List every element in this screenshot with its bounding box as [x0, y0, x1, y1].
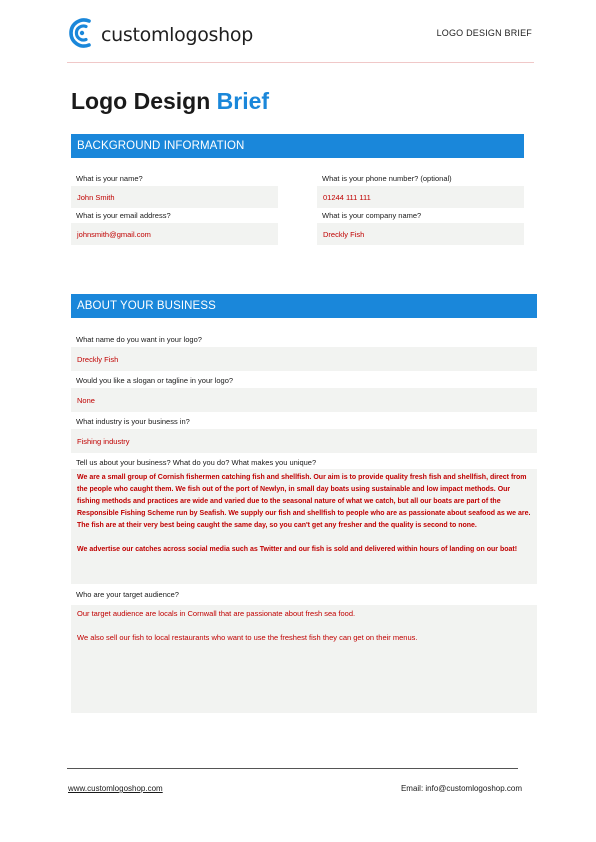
answer-email[interactable]: johnsmith@gmail.com [71, 223, 278, 245]
page-title [71, 88, 269, 115]
answer-about[interactable] [71, 469, 537, 584]
footer-email: Email: info@customlogoshop.com [400, 784, 522, 793]
question-logo-name: What name do you want in your logo? [76, 335, 202, 344]
question-industry: What industry is your business in? [76, 417, 190, 426]
title-accent: Brief [216, 88, 270, 114]
logo-mark-icon [67, 16, 97, 55]
question-audience: Who are your target audience? [76, 590, 179, 599]
question-email: What is your email address? [76, 211, 171, 220]
question-company: What is your company name? [322, 211, 422, 220]
title-main: Logo Design [71, 88, 211, 114]
answer-phone[interactable]: 01244 111 111 [317, 186, 524, 208]
section-header-business: ABOUT YOUR BUSINESS [71, 294, 537, 318]
question-about: Tell us about your business? What do you do? What makes you unique? [76, 458, 317, 467]
document-label: LOGO DESIGN BRIEF [436, 28, 532, 38]
answer-industry[interactable]: Fishing industry [71, 429, 537, 453]
answer-about-paragraph-1: We are a small group of Cornish fishermen catching fish and shellfish. Our aim is to provide quality fresh fish and shellfish, direct from the people who caught them. We fish out of the port of Newlyn, in small day boats using sustainable and low impact methods. Our fishing methods and practices are wide and varied due to the seasonal nature of what we catch, but all our boats are part of the Responsible Fishing Scheme run by Seafish. We supply our fish and shellfish to people who are as passionate about seafood as we are. The fish are at their very best being caught the same day, so you can't get any fresher and the quality is second to none. [77, 474, 531, 529]
answer-logo-name[interactable]: Dreckly Fish [71, 347, 537, 371]
brand-logo [67, 18, 253, 52]
answer-audience-paragraph-1: Our target audience are locals in Cornwall that are passionate about fresh sea food. [77, 609, 356, 618]
footer-website-link[interactable]: www.customlogoshop.com [68, 784, 163, 793]
brand-name: customlogoshop [101, 24, 253, 46]
footer-divider [67, 768, 518, 769]
answer-about-paragraph-2: We advertise our catches across social media such as Twitter and our fish is sold and delivered within hours of landing on our boat! [77, 546, 518, 553]
answer-slogan[interactable]: None [71, 388, 537, 412]
header-divider [67, 62, 534, 63]
answer-audience[interactable] [71, 605, 537, 713]
answer-audience-paragraph-2: We also sell our fish to local restaurants who want to use the freshest fish they can get on their menus. [77, 633, 418, 642]
question-phone: What is your phone number? (optional) [322, 174, 452, 183]
section-header-background: BACKGROUND INFORMATION [71, 134, 524, 158]
question-name: What is your name? [76, 174, 143, 183]
answer-company[interactable]: Dreckly Fish [317, 223, 524, 245]
question-slogan: Would you like a slogan or tagline in your logo? [76, 376, 234, 385]
answer-name[interactable]: John Smith [71, 186, 278, 208]
